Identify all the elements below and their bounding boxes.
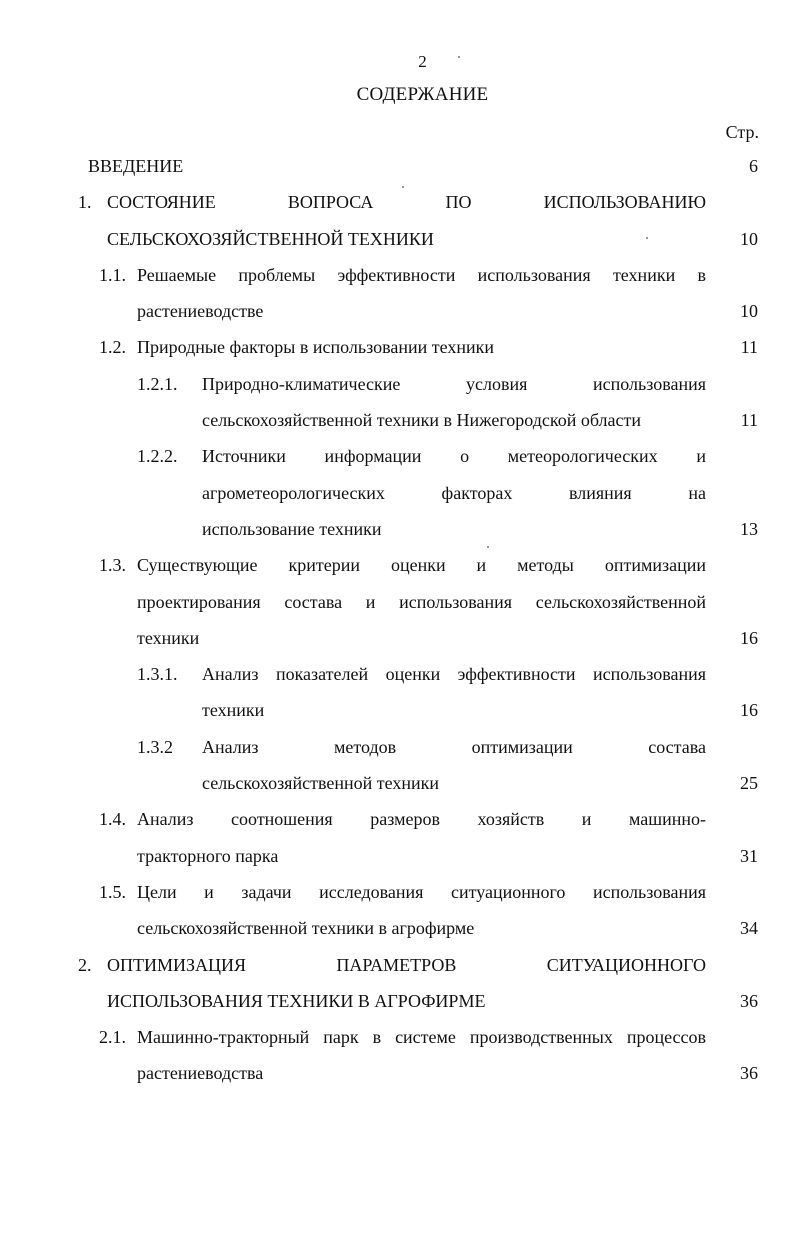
toc-entry-number: 1.1. — [99, 264, 126, 285]
toc-entry-line: техники — [137, 627, 200, 648]
toc-entry-line: сельскохозяйственной техники в агрофирме — [137, 918, 475, 939]
toc-entry-page: 13 — [740, 518, 758, 539]
page-number: 2 — [418, 52, 427, 71]
toc-entry-line: Природные факторы в использовании техники — [137, 337, 494, 358]
toc-entry-line: техники — [202, 700, 265, 721]
toc-entry-line: Решаемые проблемы эффективности использования техники в — [137, 264, 706, 285]
toc-entry-line: Источники информации о метеорологических и — [202, 446, 706, 467]
table-of-contents — [0, 148, 795, 1092]
toc-entry-page: 36 — [740, 1063, 758, 1084]
toc-entry — [0, 366, 795, 439]
toc-entry-line: растениеводства — [137, 1063, 264, 1084]
toc-entry-page: 34 — [740, 918, 758, 939]
toc-entry-line: ВВЕДЕНИЕ — [88, 156, 184, 176]
toc-entry-number: 1.3. — [99, 555, 126, 576]
toc-entry-line: СОСТОЯНИЕ ВОПРОСА ПО ИСПОЛЬЗОВАНИЮ — [107, 192, 706, 213]
page-column-header: Стр. — [725, 122, 759, 142]
toc-entry-page: 10 — [740, 301, 758, 322]
toc-entry-number: 1.5. — [99, 881, 126, 902]
toc-entry-line: Анализ показателей оценки эффективности использования — [202, 664, 706, 685]
toc-entry-line: Существующие критерии оценки и методы оптимизации — [137, 555, 706, 576]
toc-entry-page: 36 — [740, 990, 758, 1011]
toc-entry-page: 11 — [740, 410, 758, 431]
toc-entry-line: проектирования состава и использования сельскохозяйственной — [137, 591, 706, 612]
toc-entry-line: ИСПОЛЬЗОВАНИЯ ТЕХНИКИ В АГРОФИРМЕ — [107, 990, 486, 1011]
toc-entry-number: 2.1. — [99, 1027, 126, 1048]
toc-entry-line: Машинно-тракторный парк в системе производственных процессов — [137, 1027, 706, 1048]
toc-entry — [0, 801, 795, 874]
toc-entry-line: использование техники — [202, 518, 382, 539]
toc-entry-number: 1.3.2 — [137, 736, 173, 757]
toc-entry-page: 6 — [749, 156, 758, 176]
toc-entry-line: агрометеорологических факторах влияния на — [202, 482, 706, 503]
toc-entry — [0, 947, 795, 1020]
toc-entry-page: 11 — [740, 337, 758, 358]
toc-entry-line: растениеводстве — [137, 301, 264, 322]
toc-entry-page: 10 — [740, 228, 758, 249]
page-title: СОДЕРЖАНИЕ — [356, 84, 489, 105]
toc-entry-number: 1.2.2. — [137, 446, 178, 467]
toc-entry — [0, 729, 795, 802]
scan-speck — [646, 237, 648, 239]
toc-entry-page: 16 — [740, 700, 758, 721]
toc-entry-line: сельскохозяйственной техники в Нижегородской области — [202, 410, 642, 431]
toc-entry-page: 25 — [740, 773, 758, 794]
toc-entry-line: сельскохозяйственной техники — [202, 773, 439, 794]
toc-entry-page: 16 — [740, 627, 758, 648]
toc-entry — [0, 184, 795, 257]
toc-entry — [0, 547, 795, 656]
toc-entry — [0, 329, 795, 365]
toc-entry-line: Анализ методов оптимизации состава — [202, 736, 706, 757]
toc-entry-line: тракторного парка — [137, 845, 279, 866]
toc-entry — [0, 656, 795, 729]
toc-entry — [0, 257, 795, 330]
toc-entry — [0, 148, 795, 184]
toc-entry-line: ОПТИМИЗАЦИЯ ПАРАМЕТРОВ СИТУАЦИОННОГО — [107, 954, 706, 975]
toc-entry-page: 31 — [740, 845, 758, 866]
toc-entry-line: Цели и задачи исследования ситуационного использования — [137, 881, 706, 902]
toc-entry-line: Анализ соотношения размеров хозяйств и машинно- — [137, 809, 706, 830]
scan-speck — [458, 56, 460, 58]
toc-entry-number: 1.2.1. — [137, 373, 178, 394]
toc-entry-number: 2. — [78, 954, 92, 975]
toc-entry-number: 1.4. — [99, 809, 126, 830]
toc-entry-number: 1.3.1. — [137, 664, 178, 685]
toc-entry-number: 1.2. — [99, 337, 126, 358]
toc-entry-line: Природно-климатические условия использования — [202, 373, 706, 394]
toc-entry — [0, 874, 795, 947]
toc-entry-line: СЕЛЬСКОХОЗЯЙСТВЕННОЙ ТЕХНИКИ — [107, 228, 434, 249]
scan-speck — [402, 186, 404, 188]
toc-entry — [0, 438, 795, 547]
toc-entry-number: 1. — [78, 192, 92, 213]
toc-entry — [0, 1019, 795, 1092]
scan-speck — [487, 546, 489, 548]
